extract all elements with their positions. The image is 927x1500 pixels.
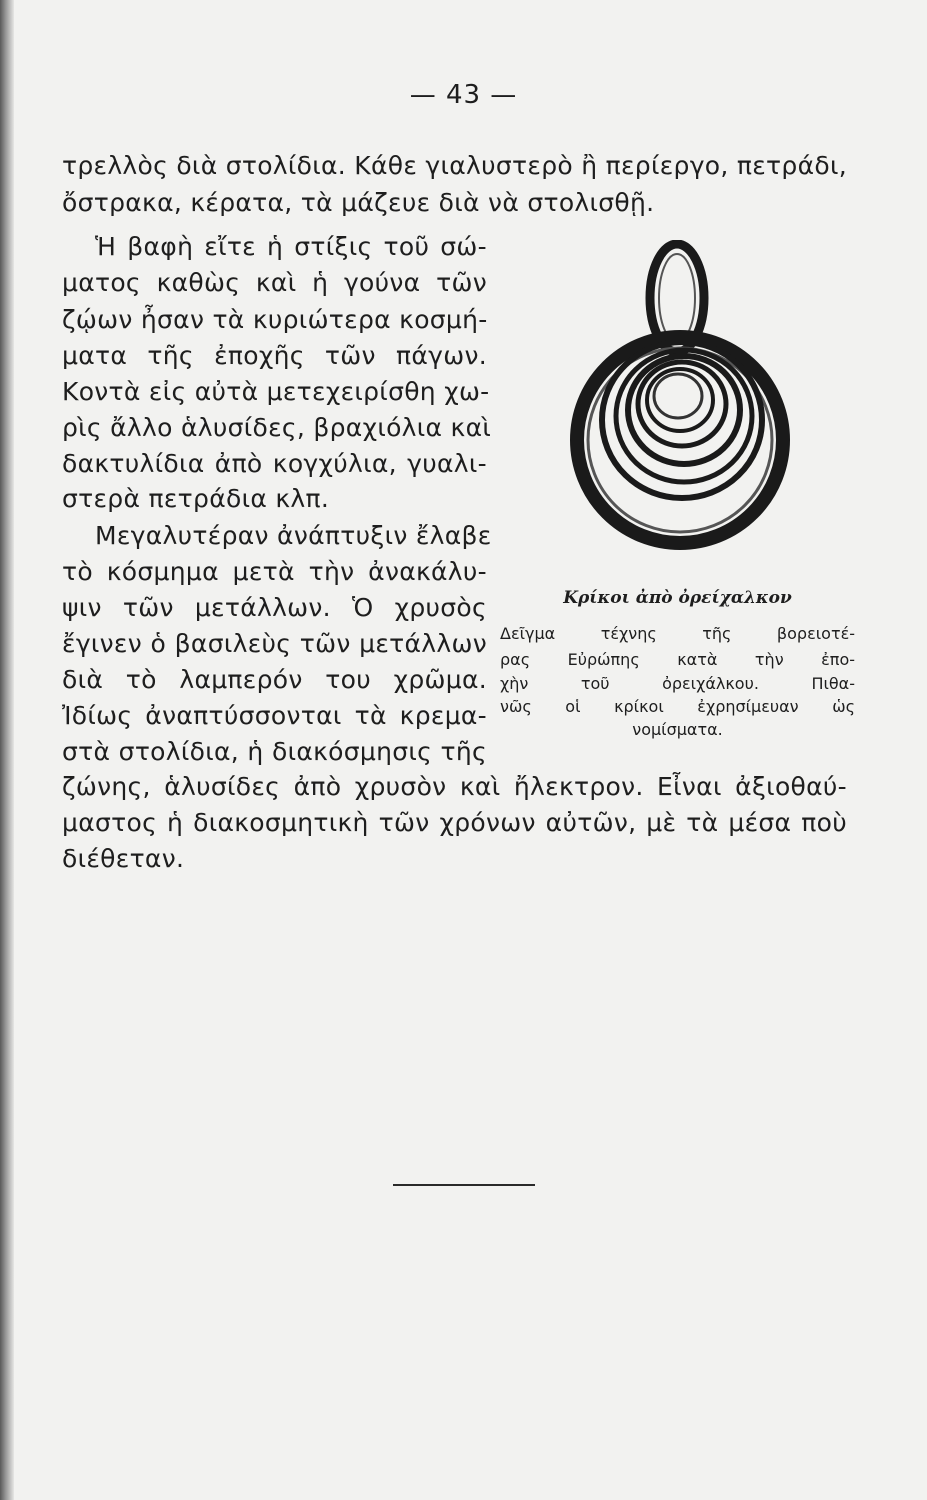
section-end-rule (393, 1184, 535, 1186)
text-line: ματος καθὼς καὶ ἡ γούνα τῶν (62, 268, 487, 297)
text-line: διέθεταν. (62, 844, 185, 873)
text-line: ὄστρακα, κέρατα, τὰ μάζευε διὰ νὰ στολισθῇ. (62, 188, 655, 217)
text-line: Ἰδίως ἀναπτύσσονται τὰ κρεμα- (62, 701, 487, 730)
page-number: — 43 — (409, 80, 518, 110)
text-line: ψιν τῶν μετάλλων. Ὁ χρυσὸς (62, 593, 487, 622)
caption-line: νῶς οἱ κρίκοι ἐχρησίμευαν ὡς (500, 697, 855, 716)
bronze-rings-illustration (550, 240, 800, 570)
text-line: ματα τῆς ἐποχῆς τῶν πάγων. (62, 341, 487, 370)
text-line: Μεγαλυτέραν ἀνάπτυξιν ἔλαβε (95, 521, 492, 550)
text-line: Ἡ βαφὴ εἴτε ἡ στίξις τοῦ σώ- (95, 232, 487, 261)
page-edge (0, 0, 14, 1500)
text-line: ζώνης, ἁλυσίδες ἀπὸ χρυσὸν καὶ ἤλεκτρον. Εἶναι ἀξιοθαύ- (62, 772, 847, 801)
text-line: ρὶς ἄλλο ἁλυσίδες, βραχιόλια καὶ (62, 413, 492, 442)
caption-line: ρας Εὐρώπης κατὰ τὴν ἐπο- (500, 650, 855, 669)
caption-line: χὴν τοῦ ὀρειχάλκου. Πιθα- (500, 674, 855, 693)
text-line: δακτυλίδια ἀπὸ κογχύλια, γυαλι- (62, 449, 487, 478)
text-line: ζῴων ἦσαν τὰ κυριώτερα κοσμή- (62, 305, 488, 334)
text-line: μαστος ἡ διακοσμητικὴ τῶν χρόνων αὐτῶν, μὲ τὰ μέσα ποὺ (62, 808, 847, 837)
figure-caption-title: Κρίκοι ἀπὸ ὀρείχαλκον (563, 588, 792, 608)
text-line: Κοντὰ εἰς αὐτὰ μετεχειρίσθη χω- (62, 377, 490, 406)
text-line: στὰ στολίδια, ἡ διακόσμησις τῆς (62, 737, 487, 766)
caption-line: Δεῖγμα τέχνης τῆς βορειοτέ- (500, 624, 855, 643)
text-line: τὸ κόσμημα μετὰ τὴν ἀνακάλυ- (62, 557, 487, 586)
text-line: τρελλὸς διὰ στολίδια. Κάθε γιαλυστερὸ ἢ περίεργο, πετράδι, (62, 151, 847, 180)
text-line: διὰ τὸ λαμπερόν του χρῶμα. (62, 665, 487, 694)
rings-icon (550, 240, 800, 570)
text-line: στερὰ πετράδια κλπ. (62, 484, 330, 513)
caption-line: νομίσματα. (632, 720, 723, 739)
text-line: ἔγινεν ὁ βασιλεὺς τῶν μετάλλων (62, 629, 487, 658)
